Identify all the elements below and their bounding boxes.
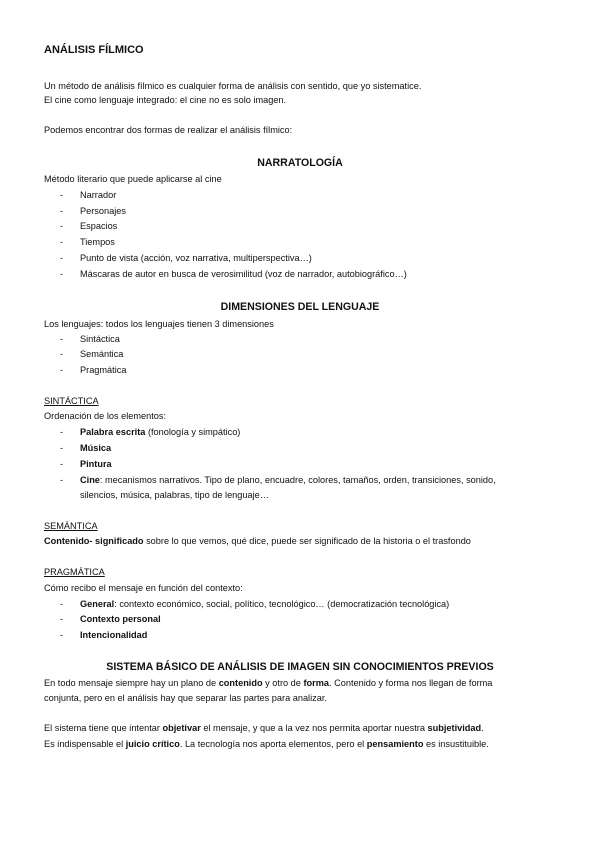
- bullet-dash: -: [60, 221, 64, 231]
- bullet-dash: -: [60, 459, 64, 469]
- bullet-dash: -: [60, 365, 64, 375]
- section-heading-dimensiones: DIMENSIONES DEL LENGUAJE: [220, 301, 380, 313]
- list-item: [80, 598, 449, 610]
- intro-line-3: Podemos encontrar dos formas de realizar el análisis fílmico:: [44, 125, 293, 135]
- sintactica-intro: Ordenación de los elementos:: [44, 411, 167, 421]
- document-title: ANÁLISIS FÍLMICO: [44, 44, 144, 56]
- bold-run: forma: [303, 678, 329, 688]
- list-item-text: : contexto económico, social, político, tecnológico… (democratización tecnológica): [114, 599, 450, 609]
- list-item: [80, 629, 147, 641]
- list-item: [80, 442, 111, 454]
- list-item: [80, 474, 496, 486]
- list-item: Punto de vista (acción, voz narrativa, multiperspectiva…): [80, 253, 312, 263]
- list-item: [80, 613, 161, 625]
- list-item-bold: Música: [80, 443, 112, 453]
- bold-run: juicio crítico: [125, 739, 180, 749]
- bold-run: pensamiento: [366, 739, 424, 749]
- pragmatica-intro: Cómo recibo el mensaje en función del contexto:: [44, 583, 243, 593]
- bullet-dash: -: [60, 237, 64, 247]
- subheading-pragmatica: PRAGMÁTICA: [44, 567, 105, 577]
- list-item-continuation: silencios, música, palabras, tipo de lenguaje…: [80, 490, 269, 500]
- section-heading-sistema: SISTEMA BÁSICO DE ANÁLISIS DE IMAGEN SIN CONOCIMIENTOS PREVIOS: [106, 661, 494, 673]
- list-item: Máscaras de autor en busca de verosimilitud (voz de narrador, autobiográfico…): [80, 269, 407, 279]
- list-item-bold: Cine: [80, 475, 100, 485]
- list-item: Personajes: [80, 206, 126, 216]
- list-item: Narrador: [80, 190, 117, 200]
- text-run: . La tecnología nos aporta elementos, pero el: [179, 739, 367, 749]
- list-item: Tiempos: [80, 237, 115, 247]
- sistema-paragraph-2: [44, 722, 484, 734]
- text-run: Es indispensable el: [44, 739, 126, 749]
- bold-run: contenido: [218, 678, 263, 688]
- list-item-bold: Palabra escrita: [80, 427, 146, 437]
- list-item: [80, 458, 112, 470]
- subheading-semantica: SEMÁNTICA: [44, 521, 98, 531]
- bullet-dash: -: [60, 269, 64, 279]
- text-run: .: [481, 723, 484, 733]
- sistema-paragraph-1-line-1: [44, 677, 492, 689]
- list-item-bold: Pintura: [80, 459, 112, 469]
- list-item: Espacios: [80, 221, 118, 231]
- intro-line-2: El cine como lenguaje integrado: el cine no es solo imagen.: [44, 95, 287, 105]
- text-run: En todo mensaje siempre hay un plano de: [44, 678, 219, 688]
- narratologia-intro: Método literario que puede aplicarse al cine: [44, 174, 222, 184]
- list-item: Sintáctica: [80, 334, 120, 344]
- list-item-text: (fonología y simpático): [145, 427, 241, 437]
- list-item: Semántica: [80, 349, 124, 359]
- dimensiones-intro: Los lenguajes: todos los lenguajes tienen 3 dimensiones: [44, 319, 274, 329]
- semantica-text: [44, 535, 471, 547]
- subheading-sintactica: SINTÁCTICA: [44, 396, 99, 406]
- list-item: Pragmática: [80, 365, 127, 375]
- bullet-dash: -: [60, 630, 64, 640]
- list-item-bold: General: [80, 599, 115, 609]
- sistema-paragraph-1-line-2: conjunta, pero en el análisis hay que separar las partes para analizar.: [44, 693, 327, 703]
- text-run: El sistema tiene que intentar: [44, 723, 163, 733]
- list-item-bold: Contexto personal: [80, 614, 161, 624]
- bullet-dash: -: [60, 253, 64, 263]
- bullet-dash: -: [60, 443, 64, 453]
- text-run: . Contenido y forma nos llegan de forma: [328, 678, 493, 688]
- bold-run: objetivar: [162, 723, 201, 733]
- sistema-paragraph-3: [44, 738, 489, 750]
- bold-run: subjetividad: [427, 723, 482, 733]
- semantica-rest: sobre lo que vemos, qué dice, puede ser significado de la historia o el trasfondo: [143, 536, 471, 546]
- intro-line-1: Un método de análisis fílmico es cualquier forma de análisis con sentido, que yo sistematice.: [44, 81, 422, 91]
- list-item: [80, 426, 240, 438]
- section-heading-narratologia: NARRATOLOGÍA: [257, 157, 343, 169]
- bullet-dash: -: [60, 599, 64, 609]
- bullet-dash: -: [60, 427, 64, 437]
- bullet-dash: -: [60, 190, 64, 200]
- text-run: el mensaje, y que a la vez nos permita aportar nuestra: [200, 723, 428, 733]
- list-item-bold: Intencionalidad: [80, 630, 148, 640]
- list-item-text: : mecanismos narrativos. Tipo de plano, encuadre, colores, tamaños, orden, transiciones, sonido,: [99, 475, 496, 485]
- semantica-bold: Contenido- significado: [44, 536, 144, 546]
- bullet-dash: -: [60, 614, 64, 624]
- text-run: y otro de: [262, 678, 304, 688]
- bullet-dash: -: [60, 206, 64, 216]
- text-run: es insustituible.: [423, 739, 489, 749]
- bullet-dash: -: [60, 475, 64, 485]
- bullet-dash: -: [60, 334, 64, 344]
- bullet-dash: -: [60, 349, 64, 359]
